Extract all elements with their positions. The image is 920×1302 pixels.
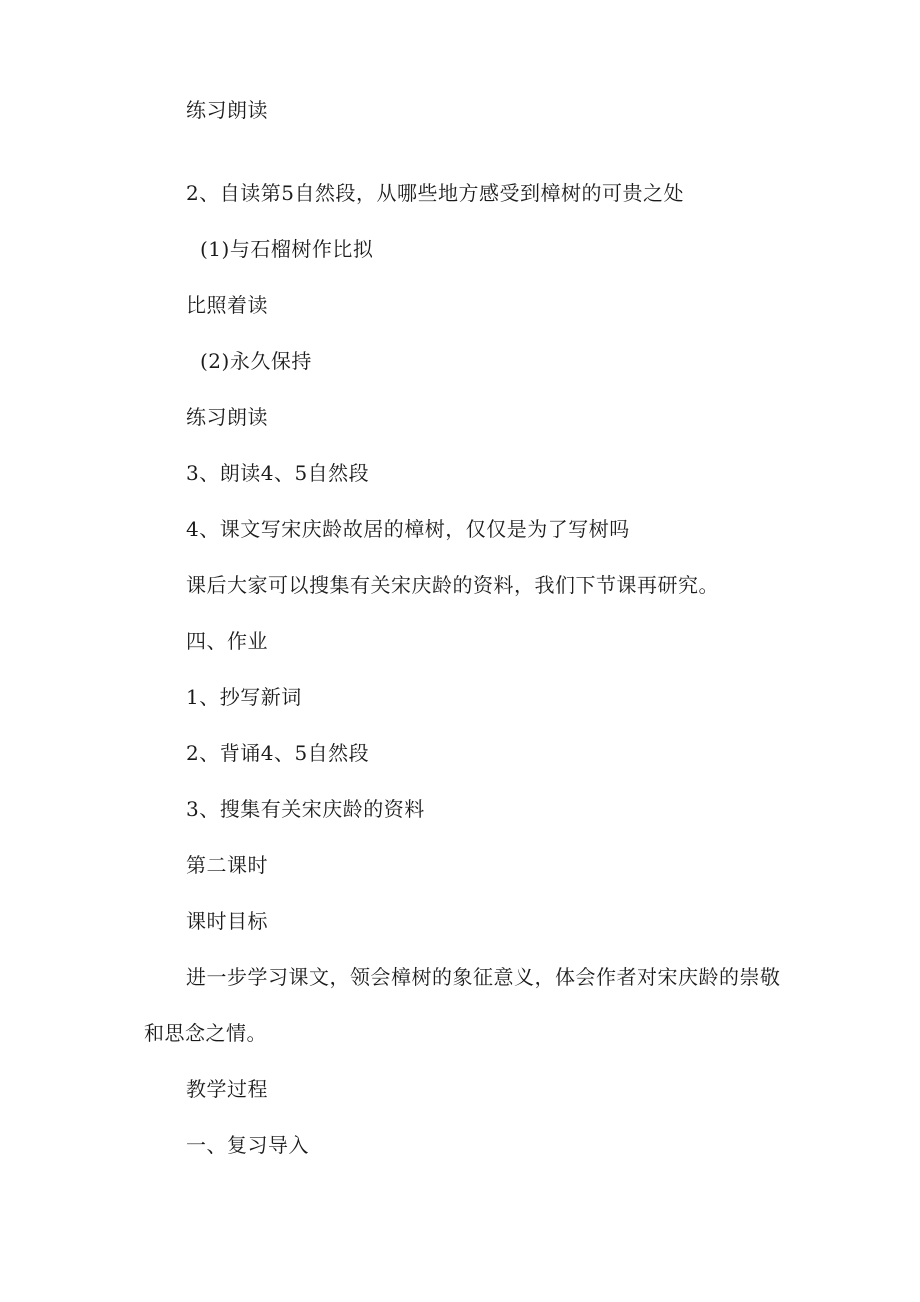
section-heading: 教学过程 [186,1077,268,1101]
text-line: 2、背诵4、5自然段 [186,741,370,765]
text-line: 练习朗读 [186,98,268,122]
text-line: 和思念之情。 [144,1021,267,1045]
text-line: 4、课文写宋庆龄故居的樟树，仅仅是为了写树吗 [186,517,630,541]
text-line: 3、搜集有关宋庆龄的资料 [186,797,425,821]
section-heading: 课时目标 [186,909,268,933]
text-line: 课后大家可以搜集有关宋庆龄的资料，我们下节课再研究。 [186,573,719,597]
section-heading: 一、复习导入 [186,1133,309,1157]
text-line: 练习朗读 [186,405,268,429]
text-line: 3、朗读4、5自然段 [186,461,370,485]
text-line: (1)与石榴树作比拟 [200,237,374,261]
section-heading: 四、作业 [186,629,268,653]
text-line: 比照着读 [186,293,268,317]
text-line: 2、自读第5自然段，从哪些地方感受到樟树的可贵之处 [186,181,684,205]
text-line: (2)永久保持 [200,349,312,373]
text-line: 进一步学习课文，领会樟树的象征意义，体会作者对宋庆龄的崇敬 [186,965,781,989]
section-heading: 第二课时 [186,853,268,877]
text-line: 1、抄写新词 [186,685,302,709]
